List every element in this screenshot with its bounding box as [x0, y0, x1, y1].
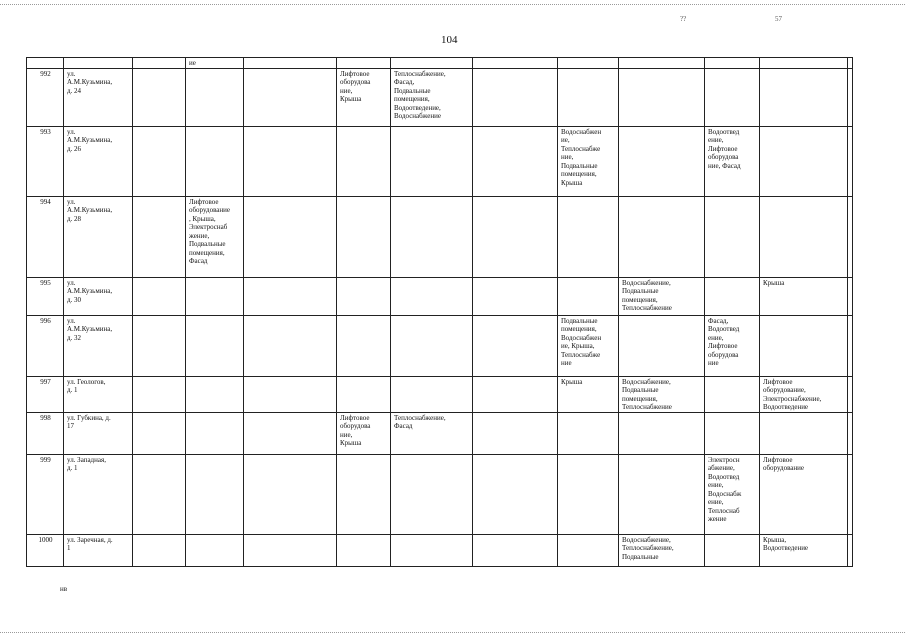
edge-cell: [848, 196, 853, 277]
work-cell: [244, 454, 337, 534]
edge-cell: [848, 412, 853, 454]
carry-cell: [133, 58, 186, 69]
table-row: [27, 376, 853, 412]
edge-cell: [848, 277, 853, 315]
table-row: [27, 196, 853, 277]
work-cell: Водоснабжение, Подвальные помещения, Теплоснабжение: [619, 277, 705, 315]
work-cell: Фасад, Водоотвед ение, Лифтовое оборудова ние: [705, 315, 760, 376]
work-cell: [337, 126, 391, 196]
edge-cell: [848, 68, 853, 126]
work-cell: [760, 315, 848, 376]
work-cell: [244, 315, 337, 376]
work-cell: [619, 126, 705, 196]
table-row: [27, 534, 853, 566]
work-cell: [558, 454, 619, 534]
carry-cell: [337, 58, 391, 69]
work-cell: [558, 534, 619, 566]
row-number-cell: 997: [27, 376, 64, 412]
work-cell: [186, 277, 244, 315]
work-cell: Теплоснабжение, Фасад, Подвальные помещения, Водоотведение, Водоснабжение: [391, 68, 473, 126]
work-cell: [705, 68, 760, 126]
work-cell: Водоснабжение, Теплоснабжение, Подвальные: [619, 534, 705, 566]
work-cell: [337, 315, 391, 376]
address-cell: ул. Западная, д. 1: [64, 454, 133, 534]
table-row: [27, 68, 853, 126]
edge-cell: [848, 454, 853, 534]
work-cell: [619, 315, 705, 376]
address-cell: ул. Заречная, д. 1: [64, 534, 133, 566]
carry-cell: [64, 58, 133, 69]
work-cell: [391, 534, 473, 566]
work-cell: [133, 534, 186, 566]
work-cell: [705, 277, 760, 315]
address-cell: ул. Губкина, д. 17: [64, 412, 133, 454]
row-number-cell: 994: [27, 196, 64, 277]
address-cell: ул. А.М.Кузьмина, д. 30: [64, 277, 133, 315]
table-row: [27, 454, 853, 534]
work-cell: [558, 412, 619, 454]
work-cell: [473, 196, 558, 277]
work-cell: [760, 68, 848, 126]
work-cell: [133, 376, 186, 412]
work-cell: [391, 126, 473, 196]
work-cell: [337, 196, 391, 277]
work-cell: [705, 376, 760, 412]
work-cell: Крыша: [558, 376, 619, 412]
carry-cell: [27, 58, 64, 69]
work-cell: [244, 196, 337, 277]
table-row: [27, 412, 853, 454]
work-cell: Лифтовое оборудование: [760, 454, 848, 534]
scan-mark-2: 57: [775, 15, 782, 23]
work-cell: Водоснабжен ие, Теплоснабже ние, Подвальные помещения, Крыша: [558, 126, 619, 196]
work-cell: [473, 376, 558, 412]
work-cell: [391, 277, 473, 315]
row-number-cell: 992: [27, 68, 64, 126]
work-cell: Лифтовое оборудование , Крыша, Электроснаб жение, Подвальные помещения, Фасад: [186, 196, 244, 277]
work-cell: Лифтовое оборудова ние, Крыша: [337, 412, 391, 454]
building-repair-table: [26, 57, 853, 567]
carry-cell: [705, 58, 760, 69]
work-cell: [473, 277, 558, 315]
carry-cell: ие: [186, 58, 244, 69]
work-cell: [391, 196, 473, 277]
work-cell: [337, 454, 391, 534]
work-cell: [619, 412, 705, 454]
work-cell: [337, 376, 391, 412]
row-number-cell: 999: [27, 454, 64, 534]
row-number-cell: 1000: [27, 534, 64, 566]
work-cell: [473, 534, 558, 566]
work-cell: [760, 126, 848, 196]
work-cell: Электросн абжение, Водоотвед ение, Водоснабж ение, Теплоснаб жение: [705, 454, 760, 534]
work-cell: Теплоснабжение, Фасад: [391, 412, 473, 454]
address-cell: ул. Геологов, д. 1: [64, 376, 133, 412]
table-row: [27, 315, 853, 376]
work-cell: [133, 412, 186, 454]
work-cell: [133, 68, 186, 126]
work-cell: [391, 454, 473, 534]
work-cell: [473, 68, 558, 126]
table-row: [27, 277, 853, 315]
work-cell: [186, 534, 244, 566]
row-number-cell: 993: [27, 126, 64, 196]
work-cell: [619, 196, 705, 277]
carry-cell: [848, 58, 853, 69]
work-cell: [244, 126, 337, 196]
work-cell: [244, 376, 337, 412]
work-cell: [337, 534, 391, 566]
work-cell: [244, 277, 337, 315]
scan-mark-1: ??: [680, 15, 687, 23]
work-cell: Подвальные помещения, Водоснабжен ие, Крыша, Теплоснабже ние: [558, 315, 619, 376]
work-cell: Крыша, Водоотведение: [760, 534, 848, 566]
work-cell: [705, 412, 760, 454]
bottom-scan-edge: [0, 632, 905, 633]
work-cell: [337, 277, 391, 315]
address-cell: ул. А.М.Кузьмина, д. 24: [64, 68, 133, 126]
address-cell: ул. А.М.Кузьмина, д. 32: [64, 315, 133, 376]
work-cell: [186, 376, 244, 412]
carry-cell: [619, 58, 705, 69]
edge-cell: [848, 376, 853, 412]
edge-cell: [848, 315, 853, 376]
carry-cell: [391, 58, 473, 69]
work-cell: [619, 454, 705, 534]
work-cell: [133, 315, 186, 376]
work-cell: [760, 196, 848, 277]
address-cell: ул. А.М.Кузьмина, д. 28: [64, 196, 133, 277]
work-cell: [186, 315, 244, 376]
edge-cell: [848, 126, 853, 196]
work-cell: [619, 68, 705, 126]
row-number-cell: 995: [27, 277, 64, 315]
work-cell: [133, 126, 186, 196]
work-cell: Водоотвед ение, Лифтовое оборудова ние, Фасад: [705, 126, 760, 196]
row-number-cell: 996: [27, 315, 64, 376]
carry-cell: [558, 58, 619, 69]
work-cell: [133, 454, 186, 534]
work-cell: [760, 412, 848, 454]
carry-cell: [473, 58, 558, 69]
work-cell: [705, 534, 760, 566]
top-scan-edge: [0, 4, 905, 5]
work-cell: [705, 196, 760, 277]
work-cell: [186, 412, 244, 454]
work-cell: [244, 68, 337, 126]
carry-cell: [760, 58, 848, 69]
edge-cell: [848, 534, 853, 566]
work-cell: [133, 196, 186, 277]
work-cell: Крыша: [760, 277, 848, 315]
work-cell: [473, 315, 558, 376]
work-cell: Лифтовое оборудование, Электроснабжение, Водоотведение: [760, 376, 848, 412]
address-cell: ул. А.М.Кузьмина, д. 26: [64, 126, 133, 196]
work-cell: [133, 277, 186, 315]
work-cell: [244, 412, 337, 454]
work-cell: [391, 376, 473, 412]
footer-mark: нв: [60, 585, 68, 593]
work-cell: [186, 68, 244, 126]
work-cell: [558, 68, 619, 126]
carry-row: [27, 58, 853, 69]
work-cell: [473, 126, 558, 196]
work-cell: [391, 315, 473, 376]
work-cell: [186, 126, 244, 196]
table-row: [27, 126, 853, 196]
carry-cell: [244, 58, 337, 69]
row-number-cell: 998: [27, 412, 64, 454]
work-cell: [558, 277, 619, 315]
work-cell: [473, 412, 558, 454]
work-cell: [558, 196, 619, 277]
work-cell: Лифтовое оборудова ние, Крыша: [337, 68, 391, 126]
work-cell: Водоснабжение, Подвальные помещения, Теплоснабжение: [619, 376, 705, 412]
work-cell: [244, 534, 337, 566]
work-cell: [473, 454, 558, 534]
page-number: 104: [441, 34, 458, 46]
work-cell: [186, 454, 244, 534]
